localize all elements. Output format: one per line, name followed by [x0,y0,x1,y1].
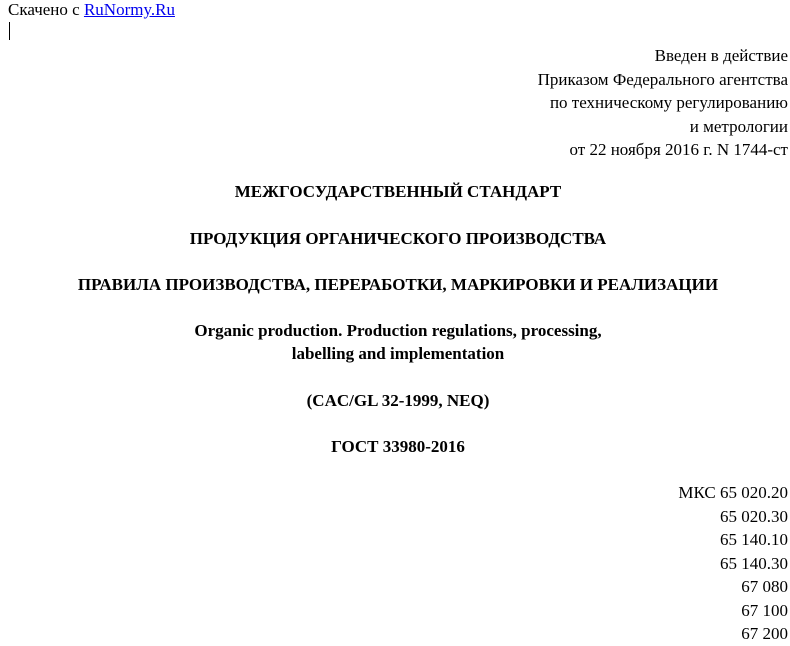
mks-code: 67 080 [741,577,788,596]
document-title-sub: ПРАВИЛА ПРОИЗВОДСТВА, ПЕРЕРАБОТКИ, МАРКИРОВКИ И РЕАЛИЗАЦИИ [77,275,719,294]
intro-line: от 22 ноября 2016 г. N 1744-ст [569,140,788,159]
mks-codes-block [678,481,788,646]
mks-code: 65 140.10 [720,530,788,549]
mks-code: 67 100 [741,600,788,620]
source-prefix: Скачено с [8,0,84,19]
introduction-block [538,44,788,162]
intro-line: и метрологии [689,116,788,136]
text-cursor [9,22,10,40]
mks-code: 65 140.30 [720,553,788,573]
runormy-link[interactable]: RuNormy.Ru [83,0,175,19]
document-reference: (CAC/GL 32-1999, NEQ) [306,391,490,410]
mks-code: 67 200 [741,624,788,643]
mks-code: МКС 65 020.20 [678,483,788,502]
document-type: МЕЖГОСУДАРСТВЕННЫЙ СТАНДАРТ [234,182,562,201]
intro-line: Приказом Федерального агентства [537,69,788,89]
english-title-line2: labelling and implementation [291,344,505,363]
intro-line: Введен в действие [654,46,788,65]
source-line [8,0,175,20]
english-title-line1: Organic production. Production regulations, processing, [194,321,602,340]
intro-line: по техническому регулированию [549,93,788,112]
document-designation: ГОСТ 33980-2016 [331,437,465,456]
mks-code: 65 020.30 [720,506,788,526]
document-title-main: ПРОДУКЦИЯ ОРГАНИЧЕСКОГО ПРОИЗВОДСТВА [189,229,607,248]
